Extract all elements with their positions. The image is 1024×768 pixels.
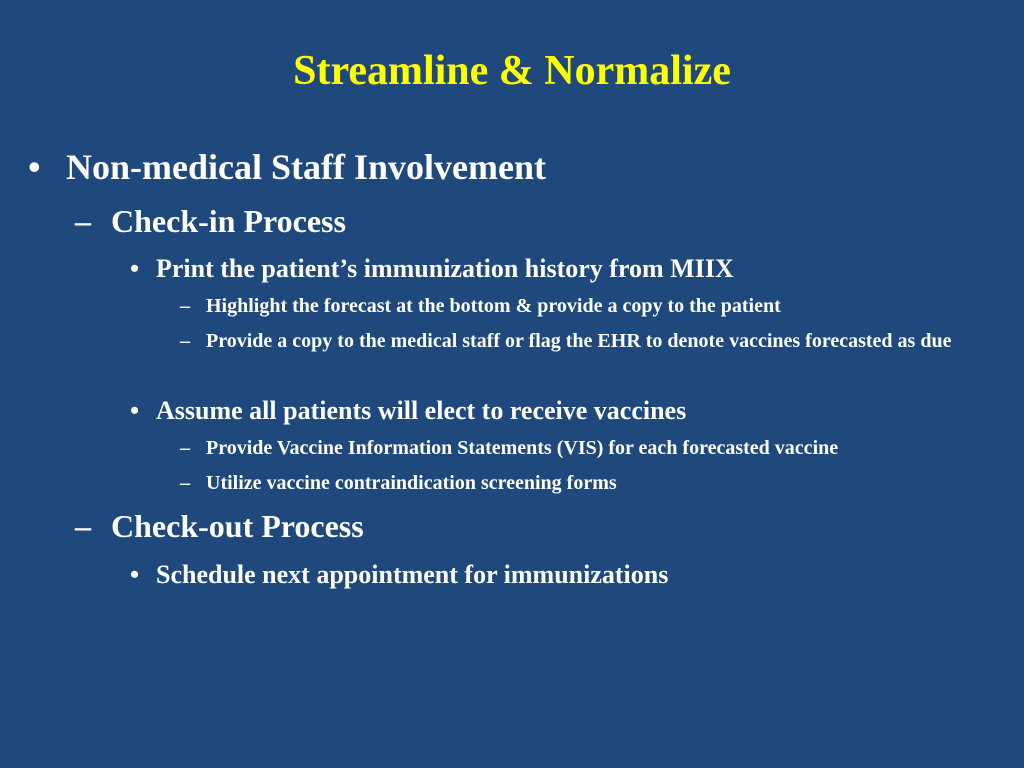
bullet-text: Highlight the forecast at the bottom & provide a copy to the patient	[206, 295, 781, 317]
sub-item-provide-vis	[180, 437, 839, 460]
bullet-text: Check-out Process	[111, 508, 364, 544]
sub-item-check-out-process	[75, 508, 364, 545]
sub-item-screening-forms	[180, 472, 617, 495]
bullet-text: Utilize vaccine contraindication screening forms	[206, 472, 617, 494]
bullet-text: Schedule next appointment for immunizations	[156, 560, 669, 589]
bullet-text: Non-medical Staff Involvement	[66, 147, 546, 187]
bullet-dot-icon: •	[28, 147, 41, 187]
sub-item-check-in-process	[75, 203, 346, 240]
bullet-dash-icon: –	[75, 508, 91, 544]
bullet-dash-icon: –	[180, 472, 190, 494]
bullet-dot-icon: •	[130, 254, 140, 283]
sub-item-assume-patients	[130, 396, 687, 426]
bullet-dash-icon: –	[180, 330, 190, 352]
bullet-item-staff-involvement	[28, 147, 546, 188]
bullet-text: Print the patient’s immunization history from MIIX	[156, 254, 734, 283]
bullet-dot-icon: •	[130, 396, 140, 425]
bullet-text: Provide a copy to the medical staff or flag the EHR to denote vaccines forecasted as due	[206, 330, 952, 352]
sub-item-highlight-forecast	[180, 295, 781, 318]
bullet-dash-icon: –	[180, 295, 190, 317]
bullet-dash-icon: –	[75, 203, 91, 239]
bullet-text: Provide Vaccine Information Statements (VIS) for each forecasted vaccine	[206, 437, 839, 459]
bullet-text: Assume all patients will elect to receive vaccines	[156, 396, 687, 425]
sub-item-print-history	[130, 254, 734, 284]
slide-title: Streamline & Normalize	[293, 48, 731, 94]
sub-item-provide-copy	[180, 330, 966, 353]
bullet-dot-icon: •	[130, 560, 140, 589]
bullet-text: Check-in Process	[111, 203, 346, 239]
sub-item-schedule-appointment	[130, 560, 669, 590]
bullet-dash-icon: –	[180, 437, 190, 459]
